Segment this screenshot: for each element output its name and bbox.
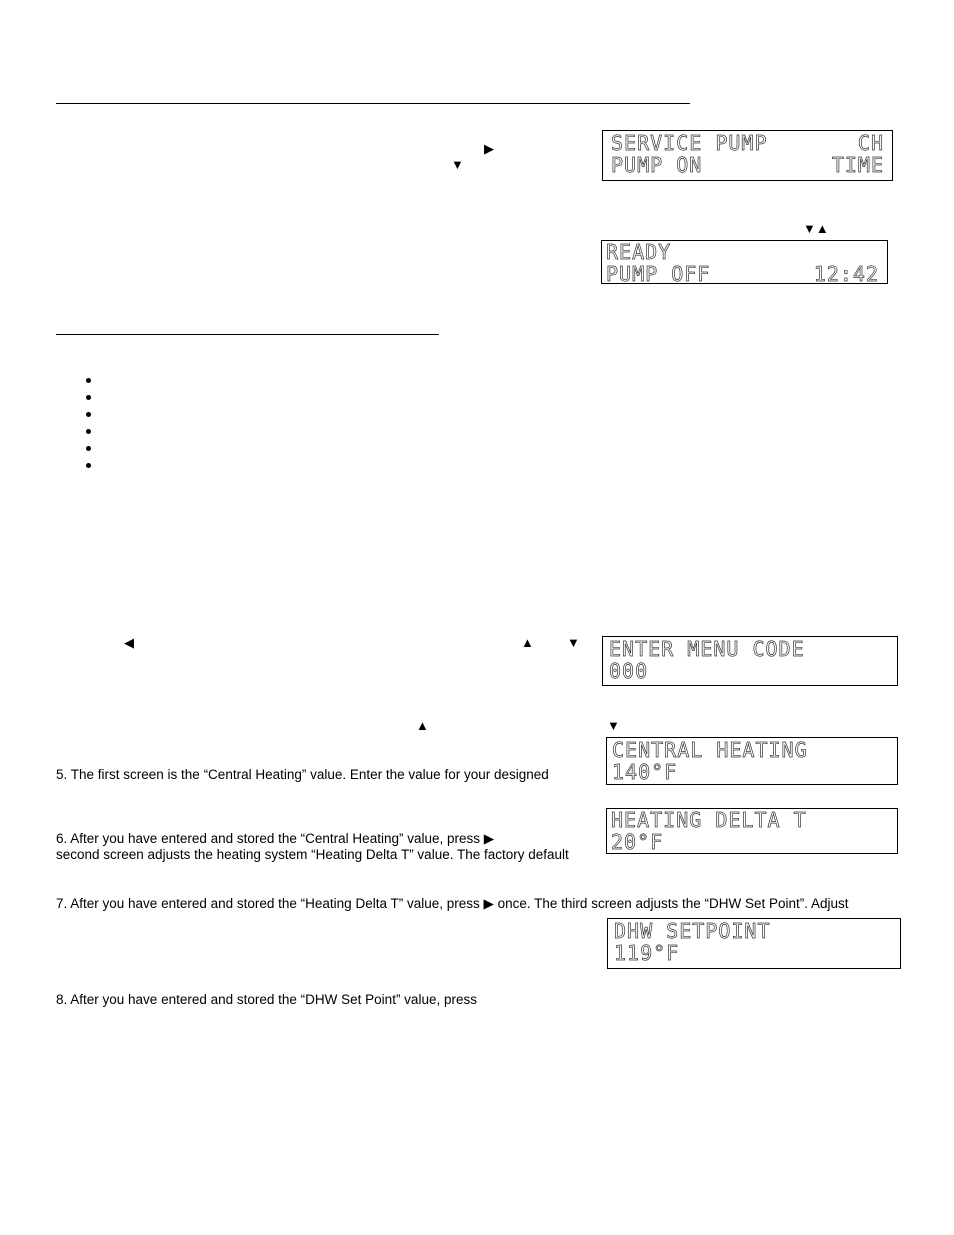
- section-divider-middle: [56, 334, 439, 335]
- down-up-arrows-icon: ▼▲: [803, 221, 829, 236]
- lcd-text: PUMP OFF: [606, 262, 711, 286]
- down-arrow-icon: ▼: [567, 635, 580, 650]
- lcd-text: CH: [857, 131, 884, 155]
- up-arrow-icon: ▲: [416, 718, 429, 733]
- lcd-text: DHW SETPOINT: [614, 919, 771, 943]
- left-arrow-icon: ◀: [124, 635, 134, 650]
- lcd-text: HEATING DELTA T: [611, 808, 807, 832]
- lcd-dhw-setpoint: [607, 918, 901, 969]
- lcd-text: READY: [606, 240, 672, 264]
- bullet-marker: [86, 463, 91, 468]
- step-7-text: 7. After you have entered and stored the “Heating Delta T” value, press ▶ once. The third screen adjusts the “DHW Set Point”. Adjust: [56, 896, 849, 911]
- lcd-text: 119°F: [614, 941, 680, 965]
- bullet-marker: [86, 395, 91, 400]
- bullet-marker: [86, 412, 91, 417]
- right-arrow-icon: ▶: [484, 141, 494, 156]
- step-6-text: 6. After you have entered and stored the “Central Heating” value, press ▶: [56, 831, 495, 846]
- lcd-ready: [601, 240, 888, 284]
- lcd-text: CENTRAL HEATING: [612, 738, 808, 762]
- lcd-text: 000: [609, 659, 649, 683]
- lcd-enter-menu-code: [602, 636, 898, 686]
- down-arrow-icon: ▼: [451, 157, 464, 172]
- lcd-text: TIME: [831, 153, 884, 177]
- lcd-text: 140°F: [612, 760, 678, 784]
- bullet-marker: [86, 378, 91, 383]
- lcd-text: ENTER MENU CODE: [609, 637, 805, 661]
- bullet-marker: [86, 429, 91, 434]
- step-6-text-continued: second screen adjusts the heating system “Heating Delta T” value. The factory default: [56, 847, 569, 862]
- section-divider-top: [56, 103, 690, 104]
- lcd-service-pump: [602, 130, 893, 181]
- step-8-text: 8. After you have entered and stored the “DHW Set Point” value, press: [56, 992, 477, 1007]
- lcd-text: PUMP ON: [611, 153, 703, 177]
- lcd-central-heating: [606, 737, 898, 785]
- lcd-heating-delta-t: [606, 808, 898, 854]
- down-arrow-icon: ▼: [607, 718, 620, 733]
- up-arrow-icon: ▲: [521, 635, 534, 650]
- bullet-marker: [86, 446, 91, 451]
- lcd-text: 20°F: [611, 830, 664, 854]
- lcd-text: SERVICE PUMP: [611, 131, 768, 155]
- lcd-text: 12:42: [813, 262, 879, 286]
- step-5-text: 5. The first screen is the “Central Heating” value. Enter the value for your designed: [56, 767, 549, 782]
